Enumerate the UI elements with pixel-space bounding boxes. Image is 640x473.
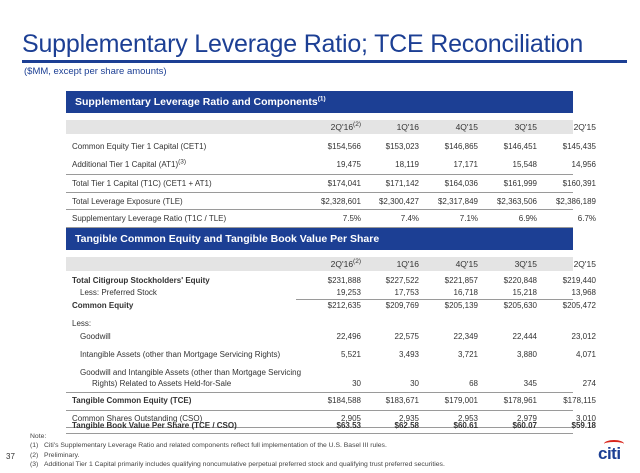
cell: $227,522 (385, 276, 419, 285)
cell: $145,435 (562, 142, 596, 151)
row-label: Common Equity Tier 1 Capital (CET1) (72, 142, 207, 151)
slr-row-ratio (66, 210, 596, 228)
cell: 2,905 (340, 414, 361, 423)
citi-logo: citi (598, 444, 621, 463)
row-label: Tangible Book Value Per Share (TCE / CSO) (72, 421, 237, 430)
cell: $212,635 (327, 301, 361, 310)
cell: 22,496 (336, 332, 361, 341)
slr-col-4q15: 4Q'15 (455, 122, 478, 132)
cell: $59.18 (571, 421, 596, 430)
row-label: Rights) Related to Assets Held-for-Sale (92, 379, 232, 388)
cell: 30 (410, 379, 419, 388)
tce-col-4q15: 4Q'15 (455, 259, 478, 269)
cell: $184,588 (327, 396, 361, 405)
row-label: Less: Preferred Stock (80, 288, 157, 297)
cell: 13,968 (571, 288, 596, 297)
tce-section (66, 228, 596, 433)
tce-rule (66, 392, 573, 393)
footnote-number: (1) (30, 442, 39, 450)
row-label: Supplementary Leverage Ratio (T1C / TLE) (72, 214, 227, 223)
cell: $171,142 (385, 179, 419, 188)
title-divider (22, 60, 627, 63)
cell: 22,349 (453, 332, 478, 341)
col-note: (2) (353, 121, 361, 129)
cell: 18,119 (395, 160, 419, 169)
cell: 2,953 (457, 414, 478, 423)
page-number: 37 (6, 452, 15, 461)
footnote (30, 460, 445, 469)
col-note: (2) (353, 258, 361, 266)
slr-section-header (66, 91, 573, 113)
cell: 274 (582, 379, 596, 388)
cell: 17,753 (394, 288, 419, 297)
footnote (30, 451, 445, 460)
page-subtitle: ($MM, except per share amounts) (24, 66, 167, 77)
cell: 68 (469, 379, 478, 388)
cell: 7.4% (400, 214, 419, 223)
footnote-text: Preliminary. (44, 451, 80, 459)
cell: 17,171 (453, 160, 478, 169)
cell: $2,317,849 (437, 197, 478, 206)
row-label: Total Tier 1 Capital (T1C) (CET1 + AT1) (72, 179, 212, 188)
cell: 23,012 (571, 332, 596, 341)
cell: 3,721 (457, 350, 478, 359)
cell: $183,671 (385, 396, 419, 405)
slr-col-3q15: 3Q'15 (514, 122, 537, 132)
cell: $174,041 (327, 179, 361, 188)
footnote (30, 441, 445, 450)
cell: $205,472 (562, 301, 596, 310)
footnote-number: (3) (30, 461, 39, 469)
cell: $219,440 (562, 276, 596, 285)
cell: $205,139 (444, 301, 478, 310)
col-label: 2Q'16 (330, 259, 354, 269)
slr-section (66, 91, 596, 228)
cell: 15,548 (512, 160, 537, 169)
cell: 6.9% (518, 214, 537, 223)
subtotal-rule (296, 299, 573, 300)
slr-col-2q16 (311, 122, 361, 132)
row-label: Common Shares Outstanding (CSO) (72, 414, 203, 423)
cell: 3,010 (575, 414, 596, 423)
slr-row-cet1 (66, 138, 596, 156)
row-label: Total Citigroup Stockholders' Equity (72, 276, 210, 285)
row-label: Tangible Common Equity (TCE) (72, 396, 192, 405)
cell: 3,880 (516, 350, 537, 359)
cell: 14,956 (571, 160, 596, 169)
row-label: Total Leverage Exposure (TLE) (72, 197, 183, 206)
cell: $62.58 (394, 421, 419, 430)
tce-col-3q15: 3Q'15 (514, 259, 537, 269)
slr-col-1q16: 1Q'16 (396, 122, 419, 132)
cell: $160,391 (562, 179, 596, 188)
cell: 15,218 (512, 288, 537, 297)
cell: $178,115 (563, 396, 596, 405)
cell: $154,566 (327, 142, 361, 151)
row-note: (3) (178, 158, 187, 166)
cell: $2,363,506 (496, 197, 537, 206)
cso-rule (66, 410, 573, 411)
cell: $153,023 (385, 142, 419, 151)
notes-title: Note: (30, 433, 47, 440)
cell: $63.53 (336, 421, 361, 430)
tce-col-1q16: 1Q'16 (396, 259, 419, 269)
cell: 345 (523, 379, 537, 388)
cell: 5,521 (340, 350, 361, 359)
row-label: Common Equity (72, 301, 134, 310)
cell: 7.5% (342, 214, 361, 223)
cell: $205,630 (503, 301, 537, 310)
slr-header-note: (1) (317, 95, 326, 103)
row-label (72, 160, 186, 169)
footnote-number: (2) (30, 451, 39, 459)
cell: $221,857 (444, 276, 478, 285)
cell: $60.07 (512, 421, 537, 430)
row-label: Goodwill and Intangible Assets (other than Mortgage Servicing (80, 368, 302, 377)
slr-column-header-row (66, 120, 596, 134)
cell: $2,328,601 (320, 197, 361, 206)
cell: $146,865 (444, 142, 478, 151)
cell: 30 (352, 379, 361, 388)
footnotes (30, 432, 445, 470)
slr-row-t1c (66, 174, 596, 192)
cell: 19,475 (336, 160, 361, 169)
cell: $2,386,189 (555, 197, 596, 206)
cell: $2,300,427 (378, 197, 419, 206)
cell: $179,001 (444, 396, 478, 405)
cell: $146,451 (503, 142, 537, 151)
slr-col-2q15: 2Q'15 (573, 122, 596, 132)
slr-row-at1 (66, 156, 596, 174)
footnote-text: Additional Tier 1 Capital primarily includes qualifying noncumulative perpetual preferred stock and qualifying trust preferred securities. (44, 461, 445, 469)
cell: 4,071 (575, 350, 596, 359)
row-label: Goodwill (80, 332, 111, 341)
slr-header-text: Supplementary Leverage Ratio and Components (75, 96, 318, 108)
cell: 2,979 (516, 414, 537, 423)
cell: 2,935 (398, 414, 419, 423)
footnote-text: Citi's Supplementary Leverage Ratio and related components reflect full implementation of the U.S. Basel III rules. (44, 442, 387, 450)
cell: $209,769 (385, 301, 419, 310)
cell: $60.61 (453, 421, 478, 430)
page-title: Supplementary Leverage Ratio; TCE Reconciliation (22, 30, 584, 58)
tce-col-2q15: 2Q'15 (573, 259, 596, 269)
cell: 19,253 (336, 288, 361, 297)
cell: 3,493 (398, 350, 419, 359)
cell: 22,575 (394, 332, 419, 341)
tce-section-header: Tangible Common Equity and Tangible Book Value Per Share (66, 228, 573, 250)
cell: $178,961 (503, 396, 537, 405)
cell: 22,444 (512, 332, 537, 341)
cell: $231,888 (327, 276, 361, 285)
tce-column-header-row (66, 257, 596, 271)
col-label: 2Q'16 (330, 122, 354, 132)
slr-row-tle (66, 192, 596, 210)
tce-col-2q16 (311, 259, 361, 269)
cell: 16,718 (453, 288, 478, 297)
cell: $220,848 (503, 276, 537, 285)
cell: 7.1% (459, 214, 478, 223)
cell: $161,999 (503, 179, 537, 188)
row-label: Intangible Assets (other than Mortgage Servicing Rights) (80, 350, 281, 359)
row-label-text: Additional Tier 1 Capital (AT1) (72, 160, 179, 169)
row-label: Less: (72, 319, 92, 328)
cell: 6.7% (577, 214, 596, 223)
cell: $164,036 (444, 179, 478, 188)
